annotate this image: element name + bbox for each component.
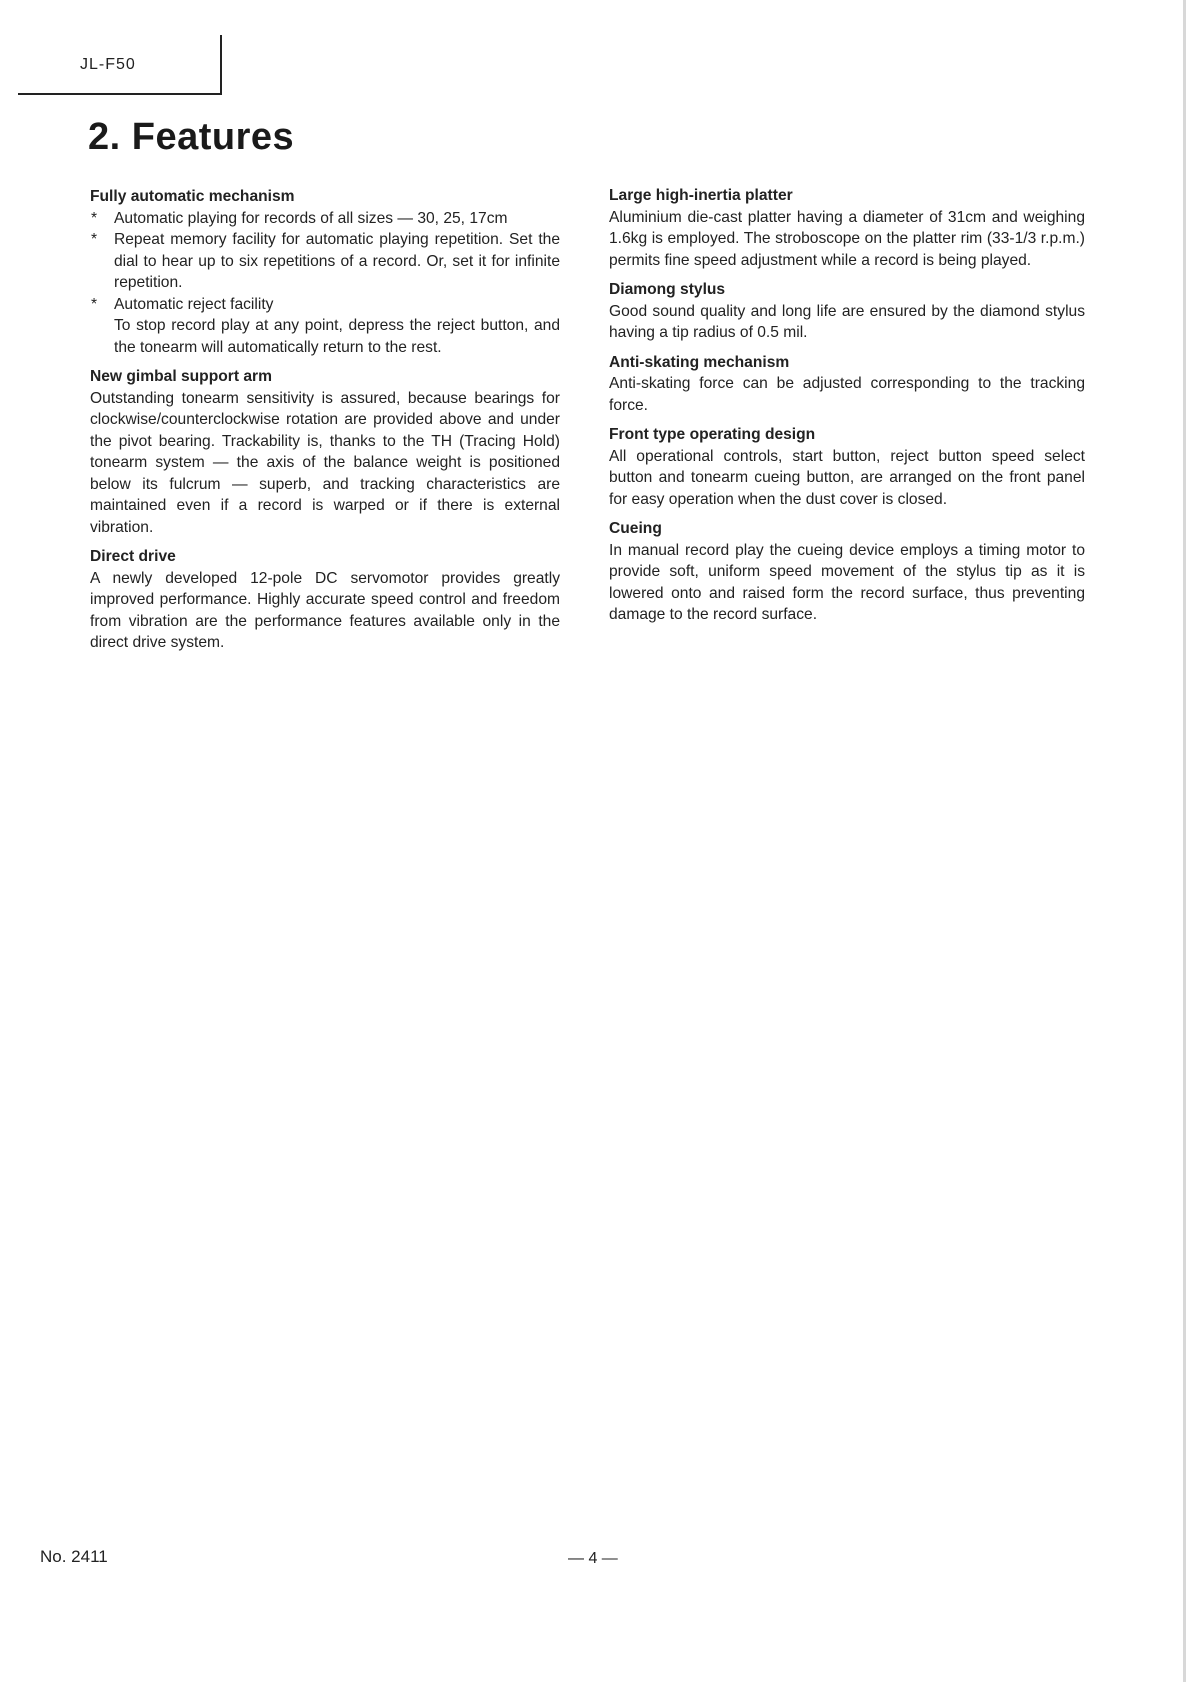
asterisk-marker: *	[91, 209, 98, 227]
section-gimbal-arm	[90, 366, 560, 538]
list-item	[90, 229, 560, 294]
header-horizontal-rule	[18, 93, 222, 95]
page-number: — 4 —	[568, 1550, 618, 1567]
bullet-text: Automatic playing for records of all sizes — 30, 25, 17cm	[114, 209, 508, 227]
bullet-text: Automatic reject facility	[114, 295, 274, 313]
section-direct-drive	[90, 546, 560, 654]
section-body: A newly developed 12-pole DC servomotor provides greatly improved performance. Highly accurate speed control and freedom from vibration are the performance features available only in the direct drive system.	[90, 569, 560, 651]
section-body: Aluminium die-cast platter having a diameter of 31cm and weighing 1.6kg is employed. The stroboscope on the platter rim (33-1/3 r.p.m.) permits fine speed adjustment while a record is being played.	[609, 208, 1085, 269]
header-vertical-rule	[220, 35, 222, 95]
section-body: Good sound quality and long life are ensured by the diamond stylus having a tip radius of 0.5 mil.	[609, 302, 1085, 341]
section-title: Fully automatic mechanism	[90, 188, 295, 205]
section-body: Outstanding tonearm sensitivity is assured, because bearings for clockwise/counterclockwise rotation are provided above and under the pivot bearing. Trackability is, thanks to the TH (Tracing Hold) tonearm system — the axis of the balance weight is positioned below its fulcrum — superb, and tracking characteristics are maintained even if a record is warped or if there is external vibration.	[90, 389, 560, 536]
bullet-list	[90, 208, 560, 359]
section-stylus	[609, 279, 1085, 344]
asterisk-marker: *	[91, 295, 98, 313]
list-item	[90, 208, 560, 230]
section-cueing	[609, 518, 1085, 626]
section-title: Direct drive	[90, 548, 176, 565]
section-body: In manual record play the cueing device employs a timing motor to provide soft, uniform speed movement of the stylus tip as it is lowered onto and raised form the record surface, thus preventing damage to the record surface.	[609, 541, 1085, 623]
section-title: Diamong stylus	[609, 281, 726, 298]
scan-edge-shadow	[1183, 0, 1186, 1682]
bullet-subtext: To stop record play at any point, depress the reject button, and the tonearm will automatically return to the rest.	[114, 317, 560, 356]
section-title: New gimbal support arm	[90, 368, 272, 385]
section-title: Cueing	[609, 520, 662, 537]
left-column	[90, 186, 560, 662]
section-title: Anti-skating mechanism	[609, 353, 790, 371]
list-item	[90, 294, 560, 359]
section-anti-skating	[609, 352, 1085, 417]
section-title: Front type operating design	[609, 426, 816, 443]
section-body: All operational controls, start button, reject button speed select button and tonearm cueing button, are arranged on the front panel for easy operation when the dust cover is closed.	[609, 447, 1085, 508]
section-body: Anti-skating force can be adjusted corresponding to the tracking force.	[609, 375, 1085, 414]
section-front-operating	[609, 424, 1085, 510]
section-title: Large high-inertia platter	[609, 187, 793, 204]
section-fully-automatic	[90, 186, 560, 358]
model-number: JL-F50	[80, 56, 136, 73]
section-platter	[609, 185, 1085, 271]
page-title: 2. Features	[88, 116, 295, 158]
asterisk-marker: *	[91, 231, 98, 248]
right-column	[609, 185, 1085, 634]
bullet-text: Repeat memory facility for automatic playing repetition. Set the dial to hear up to six repetitions of a record. Or, set it for infinite repetition.	[114, 231, 560, 291]
document-number: No. 2411	[40, 1547, 108, 1566]
